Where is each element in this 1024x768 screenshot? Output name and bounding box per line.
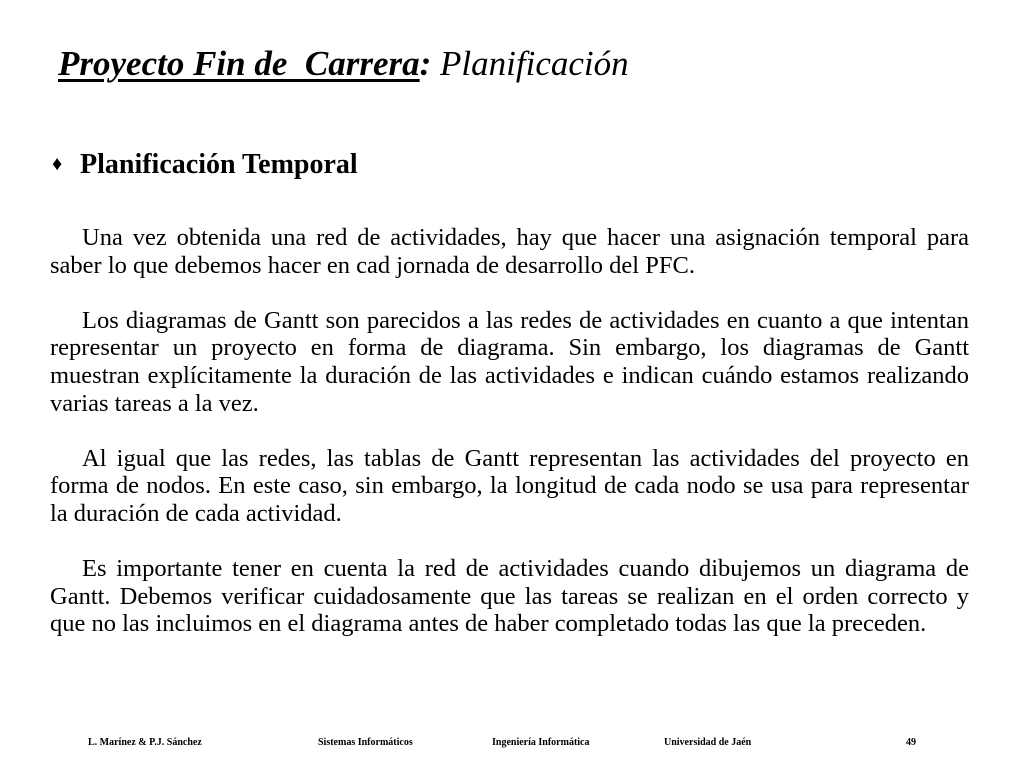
footer-university: Universidad de Jaén [664,737,752,748]
paragraph-2: Los diagramas de Gantt son parecidos a las redes de actividades en cuanto a que intentan representar un proyecto en forma de diagrama. Sin embargo, los diagramas de Gantt muestran explícitamente la duración de las actividades e indican cuándo estamos realizando varias tareas a la vez. [50,306,969,417]
slide-title [58,44,629,84]
paragraph-1: Una vez obtenida una red de actividades, hay que hacer una asignación temporal para saber lo que debemos hacer en cad jornada de desarrollo del PFC. [50,224,969,279]
footer-subject: Sistemas Informáticos [318,737,413,748]
footer-page-number: 49 [906,737,916,748]
slide-title-main: Proyecto Fin de Carrera [58,44,420,83]
section-heading-row [52,147,358,182]
slide-body [50,224,969,666]
slide-title-subtitle: Planificación [431,44,629,83]
slide-title-separator: : [419,44,432,83]
footer-degree: Ingeniería Informática [492,737,590,748]
footer-authors: L. Marínez & P.J. Sánchez [88,737,202,748]
paragraph-3: Al igual que las redes, las tablas de Gantt representan las actividades del proyecto en forma de nodos. En este caso, sin embargo, la longitud de cada nodo se usa para representar la duración de cada actividad. [50,444,969,527]
section-heading: Planificación Temporal [80,149,358,180]
diamond-bullet-icon: ♦ [52,153,63,175]
paragraph-4: Es importante tener en cuenta la red de actividades cuando dibujemos un diagrama de Gantt. Debemos verificar cuidadosamente que las tareas se realizan en el orden correcto y que no las incluimos en el diagrama antes de haber completado todas las que la preceden. [50,555,969,638]
slide-footer [0,737,1024,751]
